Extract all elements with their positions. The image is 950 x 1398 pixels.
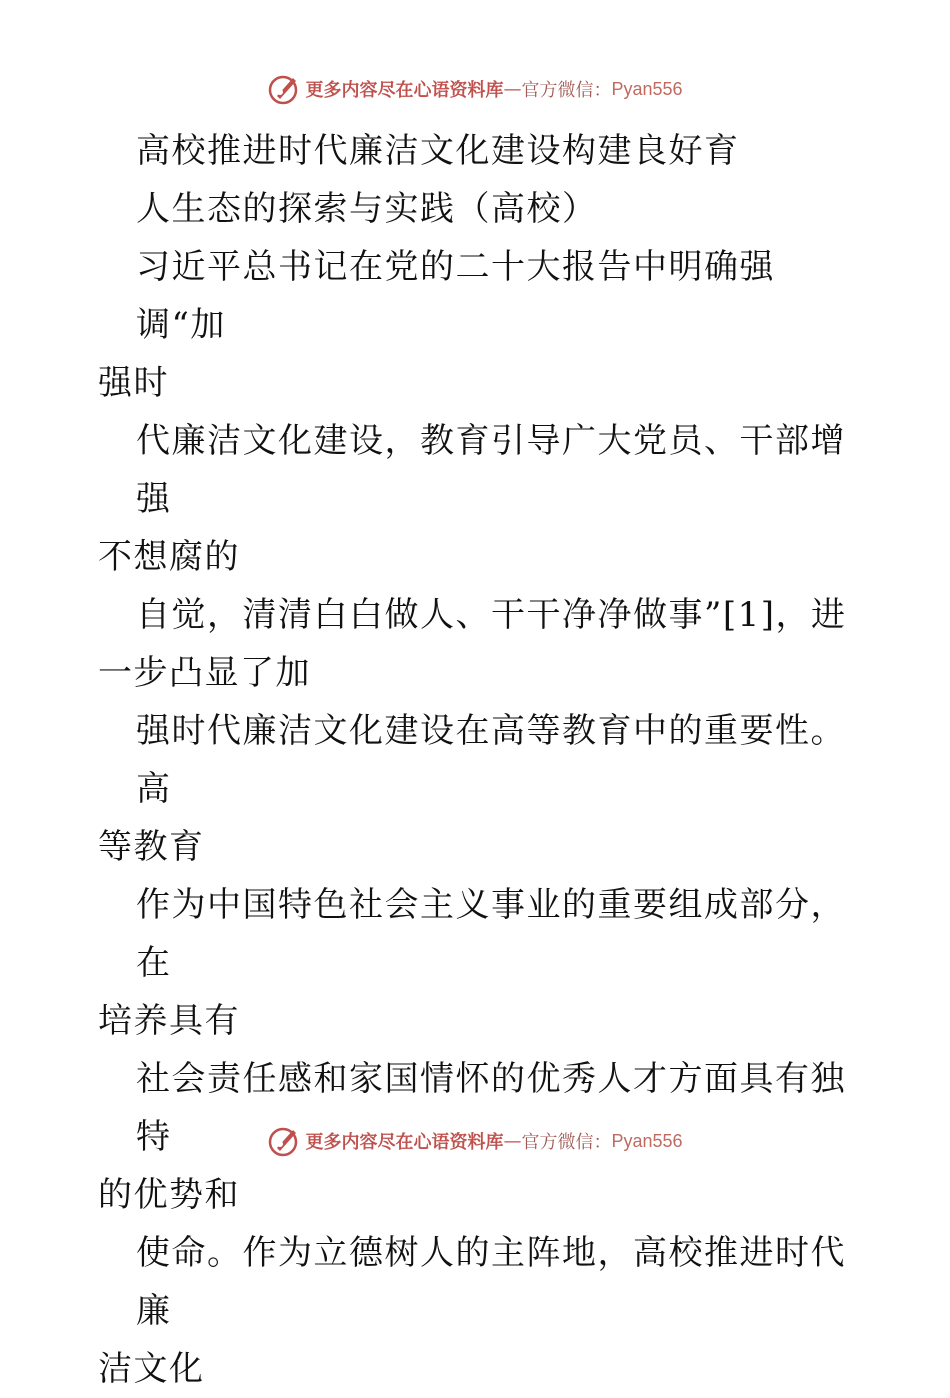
text-line: 自觉，清清白白做人、干干净净做事”[1]，进 xyxy=(136,595,847,635)
banner-wechat-label: 官方微信： xyxy=(521,80,612,101)
text-line: 不想腐的 xyxy=(98,537,240,577)
text-line: 培养具有 xyxy=(98,1001,240,1041)
title-line-2: 人生态的探索与实践（高校） xyxy=(136,189,598,229)
text-line: 的优势和 xyxy=(98,1175,240,1215)
text-line: 代廉洁文化建设，教育引导广大党员、干部增强 xyxy=(136,421,846,519)
pen-logo-icon xyxy=(267,1124,301,1158)
banner-dash: — xyxy=(503,1130,522,1152)
text-line: 强时 xyxy=(98,363,169,403)
text-line: 洁文化 xyxy=(98,1349,205,1389)
text-line: 使命。作为立德树人的主阵地，高校推进时代廉 xyxy=(136,1233,846,1331)
text-line: 习近平总书记在党的二十大报告中明确强调“加 xyxy=(136,247,775,345)
banner-main-text: 更多内容尽在心语资料库 xyxy=(305,1132,504,1153)
banner-dash: — xyxy=(503,78,522,100)
banner-wechat-id: Pyan556 xyxy=(611,1130,683,1151)
text-line: 强时代廉洁文化建设在高等教育中的重要性。高 xyxy=(136,711,846,809)
text-line: 一步凸显了加 xyxy=(98,653,311,693)
footer-banner xyxy=(0,1124,950,1158)
text-line: 等教育 xyxy=(98,827,205,867)
document-body xyxy=(98,122,858,1398)
header-banner xyxy=(0,72,950,106)
banner-wechat-label: 官方微信： xyxy=(521,1132,612,1153)
banner-main-text: 更多内容尽在心语资料库 xyxy=(305,80,504,101)
banner-wechat-id: Pyan556 xyxy=(611,78,683,99)
pen-logo-icon xyxy=(267,72,301,106)
text-line: 作为中国特色社会主义事业的重要组成部分，在 xyxy=(136,885,846,983)
title-line-1: 高校推进时代廉洁文化建设构建良好育 xyxy=(136,131,740,171)
text-line: 社会责任感和家国情怀的优秀人才方面具有独特 xyxy=(136,1059,846,1157)
